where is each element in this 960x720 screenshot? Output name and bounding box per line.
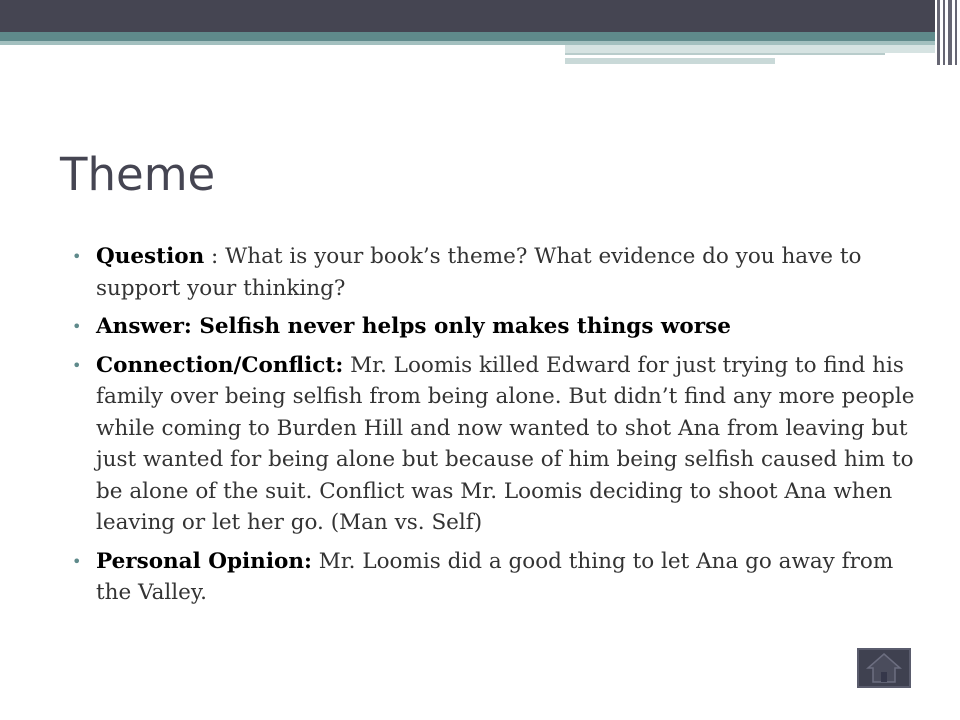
slide-title: Theme [60, 148, 216, 201]
bullet-dot-icon: • [72, 551, 82, 571]
bullet-list [60, 241, 920, 616]
bullet-label: Question [96, 244, 205, 269]
home-button[interactable] [857, 648, 911, 688]
bullet-question [60, 241, 920, 304]
bullet-dot-icon: • [72, 247, 82, 266]
decor-stripe-thin [565, 53, 885, 55]
home-icon [866, 652, 902, 684]
bullet-opinion [60, 546, 920, 609]
bullet-dot-icon: • [72, 355, 82, 375]
bullet-answer [60, 311, 920, 343]
bullet-connection [60, 350, 920, 539]
decor-vertical-lines [935, 0, 960, 65]
bullet-text: : What is your book’s theme? What evidence do you have to support your thinking? [96, 244, 862, 301]
bullet-label: Answer: Selfish never helps only makes things worse [96, 314, 731, 339]
bullet-label: Personal Opinion: [96, 548, 312, 574]
accent-stripe [0, 32, 935, 41]
bullet-dot-icon: • [72, 317, 82, 336]
bullet-text: Mr. Loomis killed Edward for just trying to find his family over being selfish from being alone. But didn’t find any more people while coming to Burden Hill and now wanted to shot Ana from leaving but just wanted for being alone but because of him being selfish caused him to be alone of the suit. Conflict was Mr. Loomis deciding to shoot Ana when leaving or let her go. (Man vs. Self) [96, 352, 915, 535]
decor-stripe [565, 45, 935, 53]
decor-stripe-short [565, 58, 775, 64]
bullet-text: Mr. Loomis did a good thing to let Ana go away from the Valley. [96, 548, 894, 605]
bullet-label: Connection/Conflict: [96, 352, 344, 378]
header-bar [0, 0, 960, 32]
